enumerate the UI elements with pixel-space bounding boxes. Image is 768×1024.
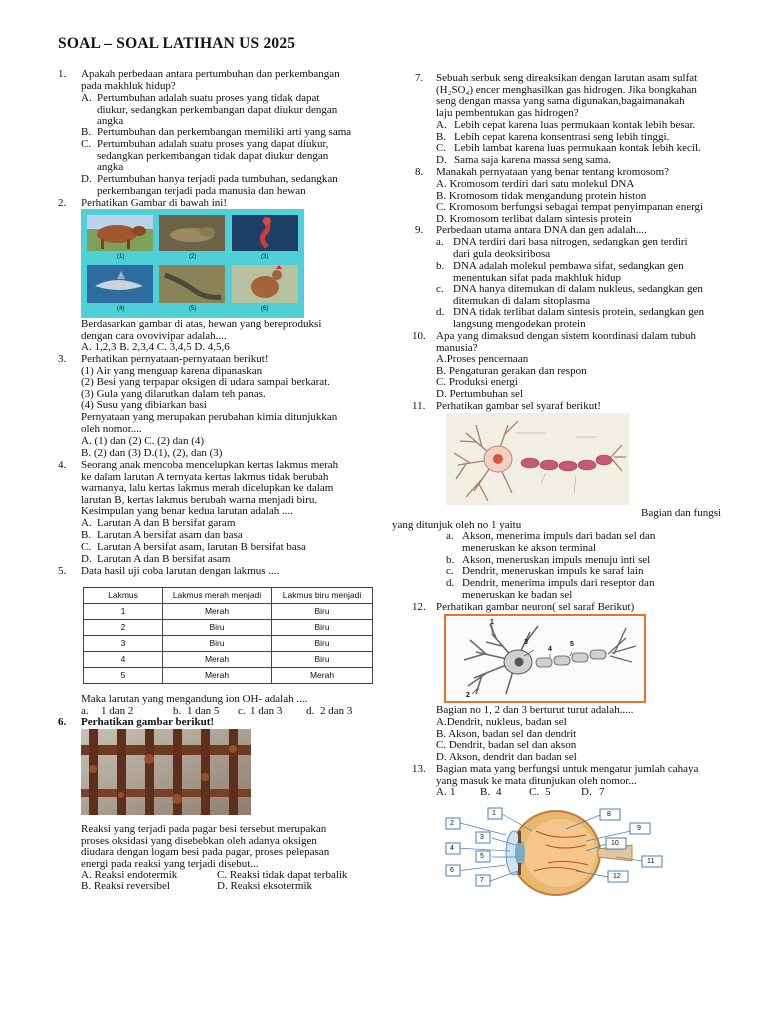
q12-option-a: A.Dendrit, nukleus, badan sel xyxy=(436,716,567,728)
q4-option-a: Larutan A dan B bersifat garam xyxy=(97,517,236,529)
q1-option-d xyxy=(97,174,338,197)
q12-after: Bagian no 1, 2 dan 3 berturut turut adalah..... xyxy=(436,704,634,716)
q13-line: Bagian mata yang berfungsi untuk mengatur jumlah cahaya xyxy=(436,763,699,775)
q11-option-letter: b. xyxy=(446,554,455,566)
q11-option-b: Akson, meneruskan impuls menuju inti sel xyxy=(462,554,651,566)
q13-option-c: 5 xyxy=(545,786,551,798)
q3-options-row2: B. (2) dan (3) D.(1), (2), dan (3) xyxy=(81,447,223,459)
q7-line: laju pembentukan gas hidrogen? xyxy=(436,106,579,119)
q7-stem xyxy=(436,73,697,119)
fig-label: 9 xyxy=(637,825,641,832)
fig-label: 3 xyxy=(524,639,528,646)
option-line: dari gula deoksiribosa xyxy=(453,247,551,260)
fig-label: (2) xyxy=(189,254,197,260)
q1-option-letter: C. xyxy=(81,138,92,150)
q10-option-b: B. Pengaturan gerakan dan respon xyxy=(436,364,587,377)
q1-line: Apakah perbedaan antara pertumbuhan dan perkembangan xyxy=(81,68,340,80)
q7-option-a: Lebih cepat karena luas permukaan kontak lebih besar. xyxy=(454,119,696,131)
q4-option-c: Larutan A bersifat asam, larutan B bersifat basa xyxy=(97,541,306,553)
q6-number: 6. xyxy=(58,716,67,728)
q3-line: Perhatikan pernyataan-pernyataan berikut! xyxy=(81,353,269,365)
option-line: menentukan sifat pada makhluk hidup xyxy=(453,271,622,284)
q11-number: 11. xyxy=(412,400,426,412)
q13-option-a: 1 xyxy=(450,786,456,798)
q5-option-c: 1 dan 3 xyxy=(250,705,283,717)
q5-option-letter: c. xyxy=(238,705,246,717)
option-line: Pertumbuhan adalah suatu proses yang tidak dapat xyxy=(97,92,320,104)
q13-option-d: 7 xyxy=(599,786,605,798)
q12-number: 12. xyxy=(412,601,426,613)
table-cell: Biru xyxy=(272,636,373,652)
fig-label: 1 xyxy=(490,619,494,626)
q4-line: Kesimpulan yang benar kedua larutan adalah .... xyxy=(81,505,293,518)
q6-line: diudara dengan logam besi pada pagar, proses pelepasan xyxy=(81,846,330,859)
fig-label: 2 xyxy=(466,692,470,699)
q6-option-d: D. Reaksi eksotermik xyxy=(217,880,313,892)
q6-stem: Perhatikan gambar berikut! xyxy=(81,716,215,728)
fig-label: 11 xyxy=(647,858,655,865)
q2-after xyxy=(81,319,321,342)
q4-option-letter: A. xyxy=(81,517,92,529)
q8-option-a: A. Kromosom terdiri dari satu molekul DNA xyxy=(436,178,635,190)
fig-label: 3 xyxy=(480,834,484,841)
fig-label: (6) xyxy=(261,306,269,312)
q4-option-letter: D. xyxy=(81,553,92,565)
q3-options-row1: A. (1) dan (2) C. (2) dan (4) xyxy=(81,435,205,447)
table-cell: Biru xyxy=(163,636,272,652)
q4-line: ke dalam larutan A ternyata kertas lakmus tidak berubah xyxy=(81,470,329,483)
fig-label: 8 xyxy=(607,811,611,818)
q3-line: Pernyataan yang merupakan perubahan kimia ditunjukkan xyxy=(81,410,338,423)
q5-stem: Data hasil uji coba larutan dengan lakmus .... xyxy=(81,565,280,577)
table-cell: Biru xyxy=(272,620,373,636)
q1-option-letter: B. xyxy=(81,126,92,138)
q5-option-letter: a. xyxy=(81,705,89,717)
q6-line: energi pada reaksi yang terjadi disebut... xyxy=(81,857,259,870)
q10-option-a: A.Proses pencernaan xyxy=(436,353,529,365)
q5-option-letter: b. xyxy=(173,705,182,717)
table-cell: 5 xyxy=(84,668,163,684)
table-header: Lakmus merah menjadi xyxy=(163,588,272,604)
table-header: Lakmus biru menjadi xyxy=(272,588,373,604)
q13-line: yang masuk ke mata ditunjukan oleh nomor... xyxy=(436,774,637,787)
q5-option-d: 2 dan 3 xyxy=(320,705,353,717)
table-cell: 2 xyxy=(84,620,163,636)
table-cell: Biru xyxy=(272,604,373,620)
q7-option-letter: D. xyxy=(436,154,447,166)
q5-number: 5. xyxy=(58,565,67,577)
fig-label: 7 xyxy=(480,877,484,884)
q8-number: 8. xyxy=(415,166,424,178)
q8-option-d: D. Kromosom terlibat dalam sintesis protein xyxy=(436,212,632,225)
q9-option-c xyxy=(453,284,703,307)
q11-option-letter: c. xyxy=(446,565,454,577)
q10-number: 10. xyxy=(412,330,426,342)
q12-stem: Perhatikan gambar neuron( sel saraf Berikut) xyxy=(436,601,635,613)
q13-option-b: 4 xyxy=(496,786,502,798)
q4-option-letter: C. xyxy=(81,541,92,553)
q10-line: manusia? xyxy=(436,341,478,354)
q1-option-letter: A. xyxy=(81,92,92,104)
q13-option-letter: B. xyxy=(480,786,491,798)
fig-label: 5 xyxy=(480,853,484,860)
q2-options: A. 1,2,3 B. 2,3,4 C. 3,4,5 D. 4,5,6 xyxy=(81,341,230,353)
table-row xyxy=(84,652,373,668)
option-line: meneruskan ke akson terminal xyxy=(462,541,597,554)
q9-option-letter: b. xyxy=(436,260,445,272)
nerve-cell-figure xyxy=(446,413,629,505)
table-row xyxy=(84,620,373,636)
fig-label: (3) xyxy=(261,254,269,260)
q4-option-b: Larutan A bersifat asam dan basa xyxy=(97,529,243,541)
q7-line: Sebuah serbuk seng direaksikan dengan larutan asam sulfat xyxy=(436,72,698,84)
q1-option-c xyxy=(97,139,328,174)
option-line: meneruskan ke badan sel xyxy=(462,588,573,601)
option-line: perkembangan terjadi pada manusia dan hewan xyxy=(97,184,306,197)
q9-option-d xyxy=(453,307,704,330)
q7-line: seng dengan massa yang sama digunakan,bagaimanakah xyxy=(436,95,685,108)
q11-option-d xyxy=(462,578,654,601)
q10-options xyxy=(436,354,587,400)
q1-line: pada makhluk hidup? xyxy=(81,79,176,92)
q6-option-c: C. Reaksi tidak dapat terbalik xyxy=(217,869,348,881)
q12-option-b: B. Akson, badan sel dan dendrit xyxy=(436,727,577,740)
table-cell: Merah xyxy=(163,652,272,668)
table-cell: Merah xyxy=(163,604,272,620)
q9-stem: Perbedaan utama antara DNA dan gen adalah.... xyxy=(436,224,647,236)
q9-option-b xyxy=(453,261,684,284)
q1-option-a xyxy=(97,93,337,128)
q1-option-b: Pertumbuhan dan perkembangan memiliki arti yang sama xyxy=(97,126,352,138)
q13-number: 13. xyxy=(412,763,426,775)
q4-line: larutan B, kertas lakmus berubah warna menjadi biru. xyxy=(81,493,318,506)
q5-option-a: 1 dan 2 xyxy=(101,705,134,717)
q3-number: 3. xyxy=(58,353,67,365)
table-row xyxy=(84,668,373,684)
q11-option-a xyxy=(462,531,655,554)
q10-line: Apa yang dimaksud dengan sistem koordinasi dalam tubuh xyxy=(436,330,696,342)
option-line: sedangkan perkembangan tidak dapat diukur dengan xyxy=(97,149,329,162)
q13-stem xyxy=(436,764,698,787)
q1-stem xyxy=(81,69,340,92)
q11-option-letter: a. xyxy=(446,530,454,542)
q11-stem: Perhatikan gambar sel syaraf berikut! xyxy=(436,400,601,412)
q7-line: (H₂SO₄) encer menghasilkan gas hidrogen. Jika bongkahan xyxy=(436,83,697,96)
q11-after-1: Bagian dan fungsi xyxy=(641,507,722,519)
q5-option-letter: d. xyxy=(306,705,315,717)
q10-stem xyxy=(436,331,696,354)
q6-line: Reaksi yang terjadi pada pagar besi tersebut merupakan xyxy=(81,823,327,835)
q6-body xyxy=(81,824,329,870)
q12-option-c: C. Dendrit, badan sel dan akson xyxy=(436,739,577,752)
q4-option-letter: B. xyxy=(81,529,92,541)
q2-stem: Perhatikan Gambar di bawah ini! xyxy=(81,197,228,209)
q8-stem: Manakah pernyataan yang benar tentang kromosom? xyxy=(436,166,670,178)
option-line: angka xyxy=(97,115,124,128)
option-line: Pertumbuhan adalah suatu proses yang dapat diukur, xyxy=(97,138,329,150)
table-cell: 1 xyxy=(84,604,163,620)
q5-option-b: 1 dan 5 xyxy=(187,705,220,717)
q4-line: warnanya, lalu kertas lakmus merah dicelupkan ke dalam xyxy=(81,482,334,495)
q7-option-c: Lebih lambat karena luas permukaan kontak lebih kecil. xyxy=(454,142,701,154)
table-cell: Biru xyxy=(163,620,272,636)
q3-line: (2) Besi yang terpapar oksigen di udara sampai berkarat. xyxy=(81,376,330,389)
fig-label: (5) xyxy=(189,306,197,312)
option-line: Akson, menerima impuls dari badan sel dan xyxy=(462,530,656,542)
option-line: ditemukan di dalam sitoplasma xyxy=(453,294,591,307)
q7-option-b: Lebih cepat karena konsentrasi seng lebih tinggi. xyxy=(454,131,670,143)
q6-option-a: A. Reaksi endotermik xyxy=(81,869,178,881)
option-line: langsung mengodekan protein xyxy=(453,317,586,330)
option-line: Dendrit, menerima impuls dari reseptor dan xyxy=(462,577,655,589)
q6-line: proses oksidasi yang disebebkan oleh adanya oksigen xyxy=(81,834,317,847)
q2-line: Berdasarkan gambar di atas, hewan yang bereproduksi xyxy=(81,318,322,330)
q4-stem xyxy=(81,460,338,518)
q11-option-letter: d. xyxy=(446,577,455,589)
fig-label: 5 xyxy=(570,641,574,648)
q3-line: (1) Air yang menguap karena dipanaskan xyxy=(81,364,263,377)
q9-option-letter: d. xyxy=(436,306,445,318)
table-row xyxy=(84,636,373,652)
q9-option-letter: a. xyxy=(436,236,444,248)
q8-options xyxy=(436,179,703,225)
q11-option-c: Dendrit, meneruskan impuls ke saraf lain xyxy=(462,565,644,577)
q2-number: 2. xyxy=(58,197,67,209)
q7-option-letter: A. xyxy=(436,119,447,131)
option-line: DNA adalah molekul pembawa sifat, sedangkan gen xyxy=(453,260,684,272)
table-header-row xyxy=(84,588,373,604)
q4-option-d: Larutan A dan B bersifat asam xyxy=(97,553,231,565)
fig-label: 4 xyxy=(548,646,552,653)
q2-line: dengan cara ovovivipar adalah.... xyxy=(81,329,227,342)
table-cell: 3 xyxy=(84,636,163,652)
fig-label: 10 xyxy=(611,840,619,847)
q9-option-letter: c. xyxy=(436,283,444,295)
q12-options xyxy=(436,717,577,763)
q7-option-letter: B. xyxy=(436,131,447,143)
q13-option-letter: A. xyxy=(436,786,447,798)
fig-label: 2 xyxy=(450,820,454,827)
fig-label: 6 xyxy=(450,867,454,874)
eye-figure xyxy=(436,801,668,903)
fig-label: (4) xyxy=(117,306,125,312)
q6-option-b: B. Reaksi reversibel xyxy=(81,880,170,892)
table-cell: 4 xyxy=(84,652,163,668)
q4-number: 4. xyxy=(58,459,67,471)
q12-option-d: D. Akson, dendrit dan badan sel xyxy=(436,750,577,763)
q8-option-b: B. Kromosom tidak mengandung protein histon xyxy=(436,189,647,202)
fig-label: 12 xyxy=(613,873,621,880)
q7-option-d: Sama saja karena massa seng sama. xyxy=(454,154,611,166)
table-cell: Merah xyxy=(272,668,373,684)
option-line: DNA tidak terlibat dalam sintesis protein, sedangkan gen xyxy=(453,306,705,318)
q3-stem xyxy=(81,354,337,435)
q1-number: 1. xyxy=(58,68,67,80)
option-line: diukur, sedangkan perkembangan dapat diukur dengan xyxy=(97,103,338,116)
q3-line: (3) Gula yang dilarutkan dalam teh panas. xyxy=(81,387,266,400)
animals-figure xyxy=(81,209,304,318)
fig-label: (1) xyxy=(117,254,125,260)
fig-label: 1 xyxy=(492,810,496,817)
q1-option-letter: D. xyxy=(81,173,92,185)
q13-option-letter: C. xyxy=(529,786,540,798)
q7-number: 7. xyxy=(415,72,424,84)
q10-option-c: C. Produksi energi xyxy=(436,376,518,389)
table-cell: Biru xyxy=(272,652,373,668)
q4-line: Seorang anak mencoba mencelupkan kertas lakmus merah xyxy=(81,459,339,471)
rusty-fence-image xyxy=(81,729,251,815)
table-row xyxy=(84,604,373,620)
table-header: Lakmus xyxy=(84,588,163,604)
fig-label: 4 xyxy=(450,845,454,852)
q5-after: Maka larutan yang mengandung ion OH- adalah .... xyxy=(81,693,308,705)
q3-line: oleh nomor.... xyxy=(81,422,142,435)
table-cell: Merah xyxy=(163,668,272,684)
option-line: DNA hanya ditemukan di dalam nukleus, sedangkan gen xyxy=(453,283,703,295)
q3-line: (4) Susu yang dibiarkan basi xyxy=(81,399,207,412)
q7-option-letter: C. xyxy=(436,142,447,154)
option-line: angka xyxy=(97,161,124,174)
litmus-table xyxy=(83,587,373,684)
q8-option-c: C. Kromosom berfungsi sebagai tempat penyimpanan energi xyxy=(436,201,704,214)
option-line: DNA terdiri dari basa nitrogen, sedangkan gen terdiri xyxy=(453,236,688,248)
q9-option-a xyxy=(453,237,688,260)
q10-option-d: D. Pertumbuhan sel xyxy=(436,387,524,400)
q13-option-letter: D. xyxy=(581,786,592,798)
option-line: Pertumbuhan hanya terjadi pada tumbuhan, sedangkan xyxy=(97,173,338,185)
neuron-figure xyxy=(444,614,646,703)
q11-after-2: yang ditunjuk oleh no 1 yaitu xyxy=(392,519,522,531)
page-title: SOAL – SOAL LATIHAN US 2025 xyxy=(58,35,296,52)
q9-number: 9. xyxy=(415,224,424,236)
